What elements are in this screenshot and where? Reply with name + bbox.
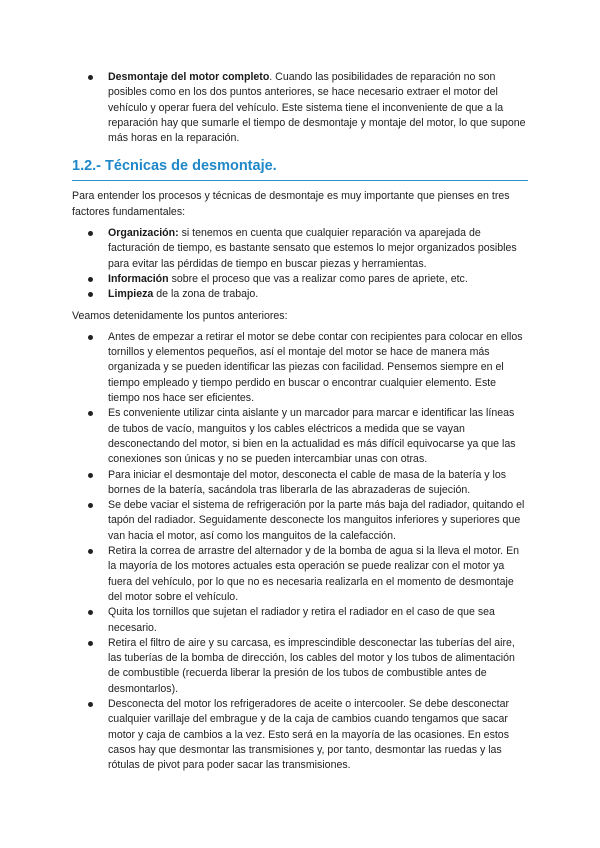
list-item-text: sobre el proceso que vas a realizar como pares de apriete, etc.	[168, 272, 468, 285]
list-item-bold: Información	[108, 272, 169, 285]
list-item-text: de la zona de trabajo.	[153, 288, 259, 301]
list-item: Desconecta del motor los refrigeradores de aceite o intercooler. Se debe desconectar cualquier varillaje del embrague y de la caja de cambios cuando tengamos que sacar motor y caja de cambios a la vez. Esto será en la mayoría de las ocasiones. En estos casos hay que desmontar las transmisiones y, por tanto, desmontar las ruedas y las rótulas de pivot para poder sacar las transmisiones.	[72, 697, 528, 773]
steps-intro-paragraph: Veamos detenidamente los puntos anteriores:	[72, 309, 288, 322]
steps-list	[72, 330, 528, 774]
section-intro-paragraph: Para entender los procesos y técnicas de desmontaje es muy importante que pienses en tres factores fundamentales:	[72, 190, 510, 218]
list-item-text: . Cuando las posibilidades de reparación no son posibles como en los dos puntos anteriores, se hace necesario extraer el motor del vehículo y operar fuera del vehículo. Este sistema tiene el inconveniente de que a la reparación hay que sumarle el tiempo de desmontaje y montaje del motor, lo que supone más horas en la reparación.	[108, 71, 526, 145]
list-item-bold: Desmontaje del motor completo	[108, 71, 270, 83]
list-item: Antes de empezar a retirar el motor se debe contar con recipientes para colocar en ellos tornillos y elementos pequeños, así el montaje del motor se hace de manera más organizada y se pueden identificar las piezas con facilidad. Pensemos siempre en el tiempo empleado y tiempo perdido en buscar o encontrar cualquier elemento. Este tiempo nos hace ser eficientes.	[72, 330, 528, 406]
list-item: Retira el filtro de aire y su carcasa, es imprescindible desconectar las tuberías del aire, las tuberías de la bomba de dirección, los cables del motor y los tubos de alimentación de combustible (recuerda liberar la presión de los tubos de combustible antes de desmontarlos).	[72, 636, 528, 697]
list-item: Se debe vaciar el sistema de refrigeración por la parte más baja del radiador, quitando el tapón del radiador. Seguidamente desconecte los manguitos inferiores y superiores que van hacia el motor, así como los manguitos de la calefacción.	[72, 498, 528, 544]
list-item: Para iniciar el desmontaje del motor, desconecta el cable de masa de la batería y los bornes de la batería, sacándola tras liberarla de las abrazaderas de sujeción.	[72, 468, 528, 499]
list-item: Retira la correa de arrastre del alternador y de la bomba de agua si la lleva el motor. En la mayoría de los motores actuales esta operación se puede realizar con el motor ya fuera del vehículo, por lo que no es necesaria realizarla en el momento de desmontaje del motor sobre el vehículo.	[72, 544, 528, 605]
list-item-informacion	[72, 272, 528, 287]
list-item-text: si tenemos en cuenta que cualquier reparación va aparejada de facturación de tiempo, es bastante sensato que estemos lo mejor organizados posibles para evitar las pérdidas de tiempo en buscar piezas y herramientas.	[108, 227, 517, 270]
intro-list	[72, 70, 528, 146]
factors-list	[72, 226, 528, 302]
list-item-bold: Limpieza	[108, 288, 154, 301]
list-item-organizacion	[72, 226, 528, 272]
section-heading: 1.2.- Técnicas de desmontaje.	[72, 156, 528, 181]
document-content	[72, 70, 528, 773]
list-item-limpieza	[72, 287, 528, 302]
list-item-bold: Organización:	[108, 227, 179, 240]
list-item-desmontaje-completo	[72, 70, 528, 146]
list-item: Quita los tornillos que sujetan el radiador y retira el radiador en el caso de que sea necesario.	[72, 605, 528, 636]
list-item: Es conveniente utilizar cinta aislante y un marcador para marcar e identificar las líneas de tubos de vacío, manguitos y los cables eléctricos a medida que se vayan desconectando del motor, si bien en la actualidad es más difícil equivocarse ya que las conexiones son únicas y no se pueden intercambiar unas con otras.	[72, 406, 528, 467]
